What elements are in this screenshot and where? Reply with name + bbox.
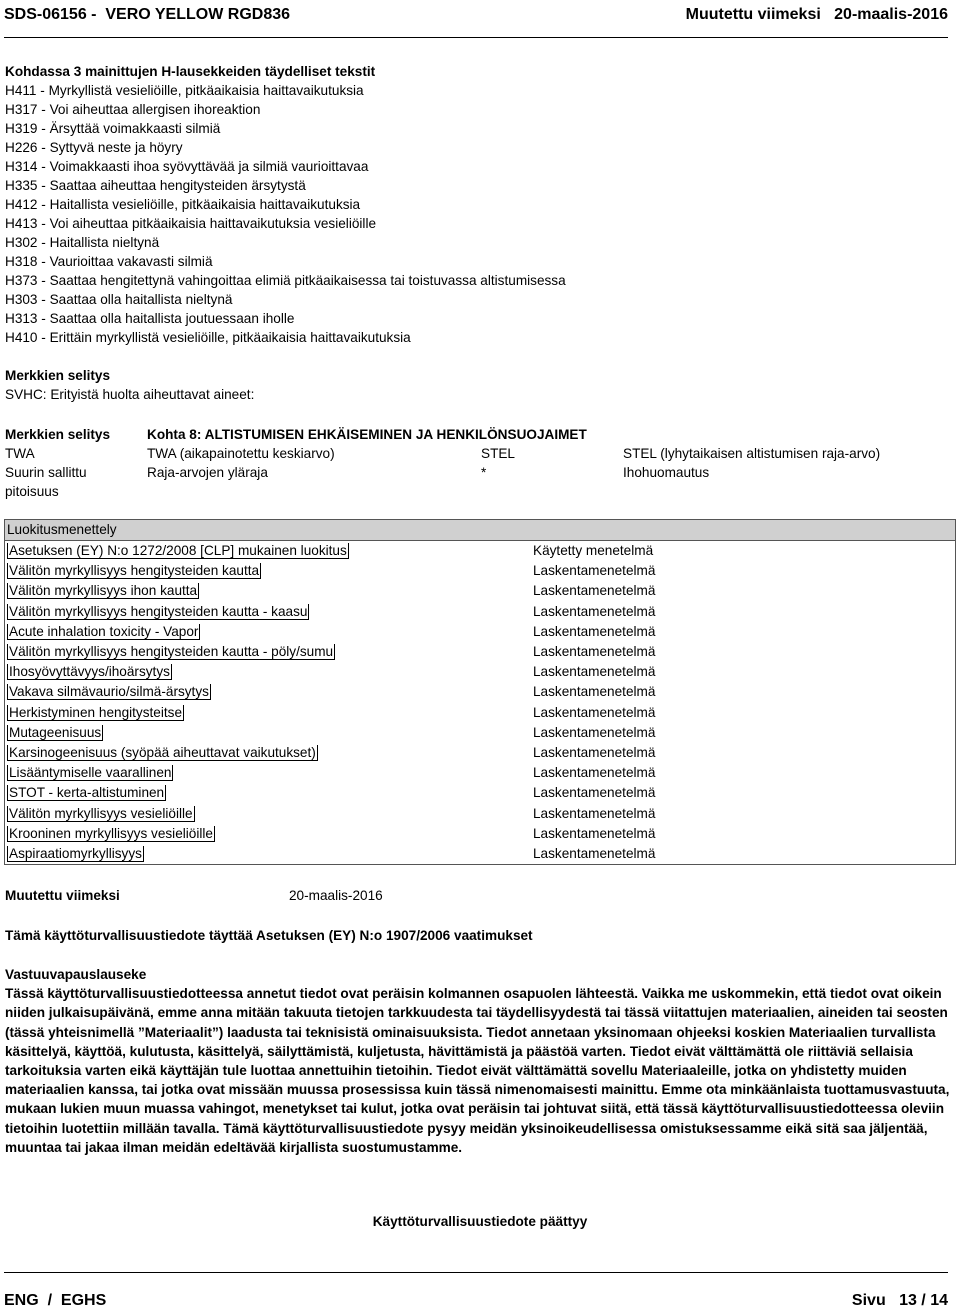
table-header-row [5,520,956,541]
star-abbr: * [481,465,487,480]
classification-method: Laskentamenetelmä [533,704,656,720]
classification-method: Laskentamenetelmä [533,845,656,861]
table-row [5,783,956,803]
page-number [852,1292,948,1310]
footer-lang: ENG / EGHS [4,1292,107,1309]
table-row [5,803,956,823]
table-row [5,824,956,844]
table-row [5,642,956,662]
classification-name: Krooninen myrkyllisyys vesieliöille [9,825,213,841]
page-label: Sivu [851,1292,886,1309]
table-row [5,561,956,581]
disclaimer-text: Tässä käyttöturvallisuustiedotteessa annetut tiedot ovat peräisin kolmannen osapuolen lähteestä. Vaikka me uskommekin, että tiedot ovat oikein niiden julkaisupäivänä, emme anna mitään takuuta tietojen tarkkuudesta tai täydellisyydestä tai tässä viitattujen materiaalien, aineiden tai seosten (tässä yhteisnimellä ”Materiaalit”) laadusta tai teknisistä ominaisuuksista. Tiedot annetaan yksinomaan ohjeeksi koskien Materiaalien turvallista käsittelyä, käyttöä, kulutusta, käsittelyä, säilyttämistä, kuljetusta, hävittämistä ja päästöä varten. Tiedot eivät välttämättä ole riittäviä sellaisia tarkoituksia varten eikä käyttäjän tule luottaa annettuihin tietoihin. Tiedot eivät välttämättä sovellu Materiaaleille, jotka on yhdistetty muiden materiaalien kanssa, tai jotka ovat missään muussa prosessissa kuin tässä nimenomaisesti mainittu. Emme ota minkäänlaista tuottamusvastuuta, mukaan lukien muun muassa vahingot, menetykset tai kulut, jotka ovat peräisin tai johtuvat siitä, että tässä käyttöturvallisuustiedotteessa oleviin tietoihin luotettiin millään tavalla. Tämä käyttöturvallisuustiedote pysyy meidän yksinoikeudellisessa omistuksessamme eikä sitä saa jäljentää, muuntaa tai jakaa ilman meidän edeltävää kirjallista suostumustamme. [5,986,950,1155]
h-statement: H318 - Vaurioittaa vakavasti silmiä [5,254,213,269]
table-header: Luokitusmenettely [5,520,956,541]
classification-method: Laskentamenetelmä [533,603,656,619]
revision-label: Muutettu viimeksi [5,888,120,903]
classification-method: Laskentamenetelmä [533,785,656,801]
table-row [5,703,956,723]
classification-name: Herkistyminen hengitysteitse [9,704,183,720]
classification-method: Laskentamenetelmä [533,623,656,639]
revision-date: 20-maalis-2016 [289,888,383,903]
classification-method: Laskentamenetelmä [533,805,656,821]
classification-name: Ihosyövyttävyys/ihoärsytys [9,664,170,680]
h-statements-list [5,81,566,347]
h-statements-section [5,62,566,347]
classification-name: Vakava silmävaurio/silmä-ärsytys [9,684,209,700]
document-id: SDS-06156 - VERO YELLOW RGD836 [4,6,291,23]
h-statement: H302 - Haitallista nieltynä [5,235,160,250]
end-text: Käyttöturvallisuustiedote päättyy [372,1214,588,1229]
table-row [5,763,956,783]
h-statement: H335 - Saattaa aiheuttaa hengitysteiden ärsytystä [5,178,306,193]
revision-header-date: 20-maalis-2016 [834,6,948,23]
stel-abbr: STEL [481,446,515,461]
classification-method: Laskentamenetelmä [533,744,656,760]
classification-name: Välitön myrkyllisyys vesieliöille [9,805,193,821]
classification-name: Aspiraatiomyrkyllisyys [9,845,142,861]
h-statement: H319 - Ärsyttää voimakkaasti silmiä [5,121,221,136]
h-statement: H317 - Voi aiheuttaa allergisen ihoreaktion [5,102,261,117]
table-row [5,622,956,642]
header-rule [4,37,948,38]
classification-method: Laskentamenetelmä [533,583,656,599]
classification-name: Acute inhalation toxicity - Vapor [9,623,199,639]
classification-name: Karsinogeenisuus (syöpää aiheuttavat vaikutukset) [9,744,316,760]
classification-method: Laskentamenetelmä [533,664,656,680]
h-statement: H373 - Saattaa hengitettynä vahingoittaa elimiä pitkäaikaisessa tai toistuvassa altistumisessa [5,273,566,288]
classification-name: Lisääntymiselle vaarallinen [9,765,172,781]
h-statement: H413 - Voi aiheuttaa pitkäaikaisia haittavaikutuksia vesieliöille [5,216,377,231]
table-row [5,541,956,562]
revision-header [686,6,948,24]
revision-header-label: Muutettu viimeksi [685,6,821,23]
h-statement: H412 - Haitallista vesieliöille, pitkäaikaisia haittavaikutuksia [5,197,361,212]
h-statement: H410 - Erittäin myrkyllistä vesieliöille, pitkäaikaisia haittavaikutuksia [5,330,411,345]
classification-name: Välitön myrkyllisyys hengitysteiden kautta - kaasu [9,603,308,619]
max-abbr-line1: Suurin sallittu [5,465,87,480]
compliance-statement: Tämä käyttöturvallisuustiedote täyttää Asetuksen (EY) N:o 1907/2006 vaatimukset [5,928,533,943]
page-value: 13 / 14 [899,1292,948,1309]
table-row [5,602,956,622]
h-statement: H226 - Syttyvä neste ja höyry [5,140,183,155]
max-abbr-line2: pitoisuus [5,484,59,499]
legend-title-2: Merkkien selitys [5,427,111,442]
classification-method: Laskentamenetelmä [533,825,656,841]
table-row [5,844,956,865]
section8-title: Kohta 8: ALTISTUMISEN EHKÄISEMINEN JA HENKILÖNSUOJAIMET [147,427,587,442]
classification-method: Laskentamenetelmä [533,765,656,781]
classification-method: Laskentamenetelmä [533,563,656,579]
classification-name: Mutageenisuus [9,724,102,740]
table-row [5,743,956,763]
h-statement: H313 - Saattaa olla haitallista joutuessaan iholle [5,311,295,326]
classification-table [4,519,956,865]
table-row [5,682,956,702]
footer-rule [4,1272,948,1273]
h-statement: H411 - Myrkyllistä vesieliöille, pitkäaikaisia haittavaikutuksia [5,83,364,98]
svhc-legend: SVHC: Erityistä huolta aiheuttavat aineet: [5,387,255,402]
classification-name: Välitön myrkyllisyys ihon kautta [9,583,198,599]
twa-abbr: TWA [5,446,35,461]
classification-name: Asetuksen (EY) N:o 1272/2008 [CLP] mukainen luokitus [9,543,347,559]
twa-desc: TWA (aikapainotettu keskiarvo) [147,446,335,461]
stel-desc: STEL (lyhytaikaisen altistumisen raja-arvo) [623,446,881,461]
classification-name: Välitön myrkyllisyys hengitysteiden kautta - pöly/sumu [9,644,334,660]
table-row [5,662,956,682]
table-row [5,581,956,601]
h-statement: H314 - Voimakkaasti ihoa syövyttävää ja silmiä vaurioittavaa [5,159,369,174]
disclaimer-section [5,965,953,1157]
h-statements-title: Kohdassa 3 mainittujen H-lausekkeiden täydelliset tekstit [5,64,376,79]
classification-method: Laskentamenetelmä [533,724,656,740]
disclaimer-title: Vastuuvapauslauseke [5,967,147,982]
legend-title: Merkkien selitys [5,368,111,383]
h-statement: H303 - Saattaa olla haitallista nieltynä [5,292,233,307]
classification-name: Välitön myrkyllisyys hengitysteiden kautta [9,563,260,579]
classification-method: Käytetty menetelmä [533,543,654,559]
table-row [5,723,956,743]
classification-method: Laskentamenetelmä [533,684,656,700]
star-desc: Ihohuomautus [623,465,710,480]
page-header [4,0,948,30]
classification-name: STOT - kerta-altistuminen [9,785,165,801]
classification-method: Laskentamenetelmä [533,644,656,660]
max-desc: Raja-arvojen yläraja [147,465,268,480]
